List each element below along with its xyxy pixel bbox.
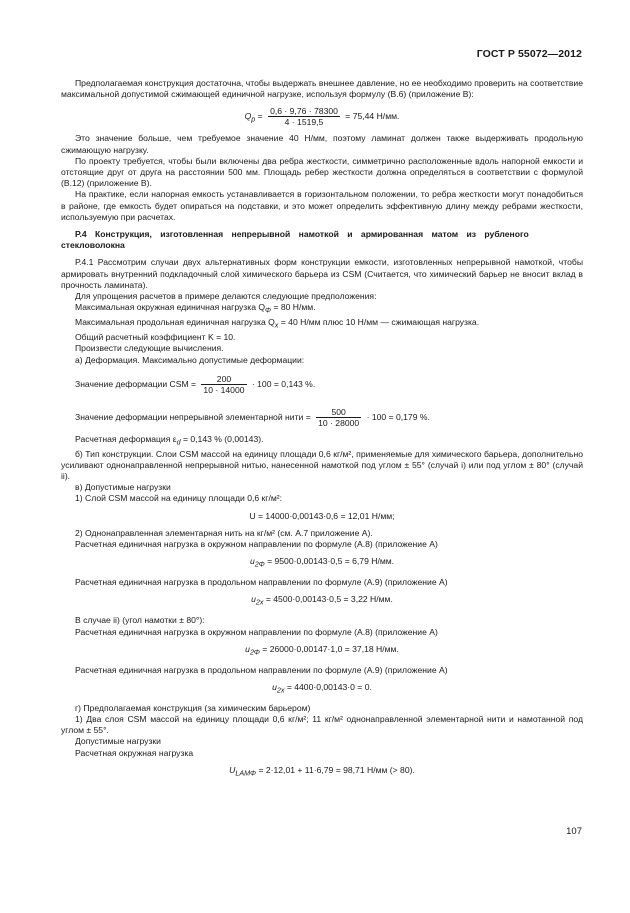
- paragraph: в) Допустимые нагрузки: [75, 482, 171, 493]
- formula-lhs: U: [229, 764, 236, 775]
- paragraph: На практике, если напорная емкость устанавливается в горизонтальном положении, то ребра жесткости могут понадобиться в районе, где емкость будет опираться на подставки, и это может определить эффективную длину между ребрами жесткости, используемую при расчетах.: [61, 189, 583, 222]
- formula-ulam: [61, 765, 583, 780]
- formula-rhs: = 4500·0,00143·0,5 = 3,22 Н/мм.: [263, 594, 393, 605]
- fraction: [268, 106, 340, 127]
- formula-lhs-sub: 2Φ: [254, 560, 265, 569]
- formula-rhs: = 9500·0,00143·0,5 = 6,79 Н/мм.: [264, 556, 395, 567]
- formula-rhs: = 2·12,01 + 11·6,79 = 98,71 Н/мм (> 80).: [256, 764, 415, 775]
- formula-rhs: = 75,44 Н/мм.: [345, 111, 400, 122]
- paragraph: [61, 302, 583, 317]
- paragraph: В случае ii) (угол намотки ± 80°):: [75, 615, 205, 626]
- formula-u: U = 14000·0,00143·0,6 = 12,01 Н/мм;: [249, 510, 395, 521]
- paragraph: [61, 317, 583, 332]
- paragraph: Р.4.1 Рассмотрим случаи двух альтернативных форм конструкции емкости, изготовленных непрерывной намоткой, чтобы армировать внутренний подкладочный слой химического барьера из CSM (Считается, что химический барьер не вносит вклад в прочность ламината).: [61, 257, 583, 290]
- paragraph: Это значение больше, чем требуемое значение 40 Н/мм, поэтому ламинат должен также выдерживать продольную сжимающую нагрузку.: [61, 133, 583, 155]
- formula-lhs: u: [245, 643, 250, 654]
- paragraph: Расчетная единичная нагрузка в продольном направлении по формуле (А.9) (приложение А): [75, 577, 448, 588]
- formula-rhs: = 4400·0,00143·0 = 0.: [284, 681, 372, 692]
- formula-rhs: · 100 = 0,179 %.: [366, 411, 430, 422]
- fraction: [316, 407, 361, 428]
- formula-u2x-case2: [61, 682, 583, 697]
- formula-csm-strain: [61, 374, 583, 395]
- formula-lhs: u: [251, 594, 256, 605]
- formula-lhs-sub: p: [251, 115, 256, 124]
- subscript: d: [176, 438, 181, 447]
- paragraph: г) Предполагаемая конструкция (за химическим барьером): [75, 702, 311, 713]
- fraction-numerator: 0,6 · 9,76 · 78300: [270, 106, 338, 117]
- subscript: Φ: [265, 306, 272, 315]
- paragraph: Расчетная единичная нагрузка в продольном направлении по формуле (А.9) (приложение А): [75, 664, 448, 675]
- paragraph: Расчетная окружная нагрузка: [75, 747, 194, 758]
- paragraph: [61, 434, 583, 449]
- fraction-denominator: 4 · 1519,5: [284, 117, 324, 128]
- text: = 80 Н/мм.: [271, 302, 316, 313]
- paragraph: Произвести следующие вычисления.: [75, 343, 224, 354]
- fraction-denominator: 10 · 28000: [318, 417, 360, 428]
- text: Расчетная деформация ε: [75, 433, 177, 444]
- text: = 40 Н/мм плюс 10 Н/мм — сжимающая нагрузка.: [278, 317, 480, 328]
- formula-rhs: = 26000·0,00147·1,0 = 37,18 Н/мм.: [259, 643, 399, 654]
- formula-rhs: · 100 = 0,143 %.: [251, 378, 316, 389]
- formula-lhs-sub: 2x: [255, 599, 264, 608]
- page-content: [61, 78, 583, 786]
- formula-lhs: Q: [244, 111, 252, 122]
- text: = 0,143 % (0,00143).: [180, 433, 264, 444]
- formula-label: Значение деформации непрерывной элементарной нити =: [75, 411, 311, 422]
- fraction-denominator: 10 · 14000: [203, 384, 245, 395]
- fraction-numerator: 200: [201, 374, 246, 385]
- text: Максимальная продольная единичная нагрузка Q: [75, 317, 275, 328]
- formula-label: Значение деформации CSM =: [75, 378, 197, 389]
- formula-u2phi-case2: [61, 644, 583, 659]
- section-heading-line2: стекловолокна: [61, 240, 125, 251]
- section-heading-line1: Р.4 Конструкция, изготовленная непрерывной намоткой и армированная матом из рубленого: [75, 229, 529, 240]
- paragraph: 1) Слой CSM массой на единицу площади 0,6 кг/м²:: [75, 493, 282, 504]
- paragraph: Общий расчетный коэффициент K = 10.: [75, 332, 236, 343]
- fraction: [201, 374, 246, 395]
- paragraph: По проекту требуется, чтобы были включены два ребра жесткости, симметрично расположенные вдоль напорной емкости и отстоящие друг от друга на расстоянии 500 мм. Площадь ребер жесткости должна определяться в соответствии с формулой (В.12) (приложение В).: [61, 155, 583, 189]
- formula-u2phi: [61, 556, 583, 571]
- paragraph: Предполагаемая конструкция достаточна, чтобы выдержать внешнее давление, но ее необходимо проверить на соответствие максимальной допустимой сжимающей единичной нагрузке, используя формулу (В.6) (приложение В):: [61, 78, 583, 100]
- paragraph: б) Тип конструкции. Слои CSM массой на единицу площади 0,6 кг/м², применяемые для химического барьера, дополнительно усиливают однонаправленной непрерывной нитью, нанесенной намоткой под углом ± 55° (случай i) или под углом ± 80° (случай ii).: [61, 448, 583, 482]
- fraction-numerator: 500: [316, 407, 361, 418]
- paragraph: Для упрощения расчетов в примере делаются следующие предположения:: [75, 291, 377, 302]
- paragraph: Расчетная единичная нагрузка в окружном направлении по формуле (А.8) (приложение А): [75, 539, 438, 550]
- text: Максимальная окружная единичная нагрузка Q: [75, 302, 266, 313]
- formula-lhs-sub: 2Φ: [249, 648, 260, 657]
- paragraph: 1) Два слоя CSM массой на единицу площади 0,6 кг/м²; 11 кг/м² однонаправленной элементарной нити и намотанной под углом ± 55°.: [61, 713, 583, 736]
- formula-u2x: [61, 594, 583, 609]
- standard-header: ГОСТ Р 55072—2012: [476, 48, 582, 60]
- formula-lhs-sub: 2x: [276, 686, 285, 695]
- formula-lhs-sub: LAMΦ: [235, 769, 257, 778]
- page-number: 107: [566, 826, 582, 837]
- section-heading: [61, 229, 583, 251]
- paragraph: Расчетная единичная нагрузка в окружном направлении по формуле (А.8) (приложение А): [75, 626, 438, 637]
- formula-lhs: u: [249, 556, 255, 567]
- formula-filament-strain: [61, 407, 583, 428]
- paragraph: а) Деформация. Максимально допустимые деформации:: [75, 354, 305, 365]
- formula-qp: $Q_p$ = $\frac{0,6 \cdot 9,76 \cdot 78300}{4 \cdot 1519,5}$ = 75,44 Н/мм.: [244, 106, 400, 128]
- paragraph: Допустимые нагрузки: [75, 736, 161, 747]
- subscript: x: [274, 321, 279, 330]
- paragraph: 2) Однонаправленная элементарная нить на кг/м² (см. А.7 приложение А).: [75, 527, 373, 538]
- formula-lhs: u: [272, 681, 277, 692]
